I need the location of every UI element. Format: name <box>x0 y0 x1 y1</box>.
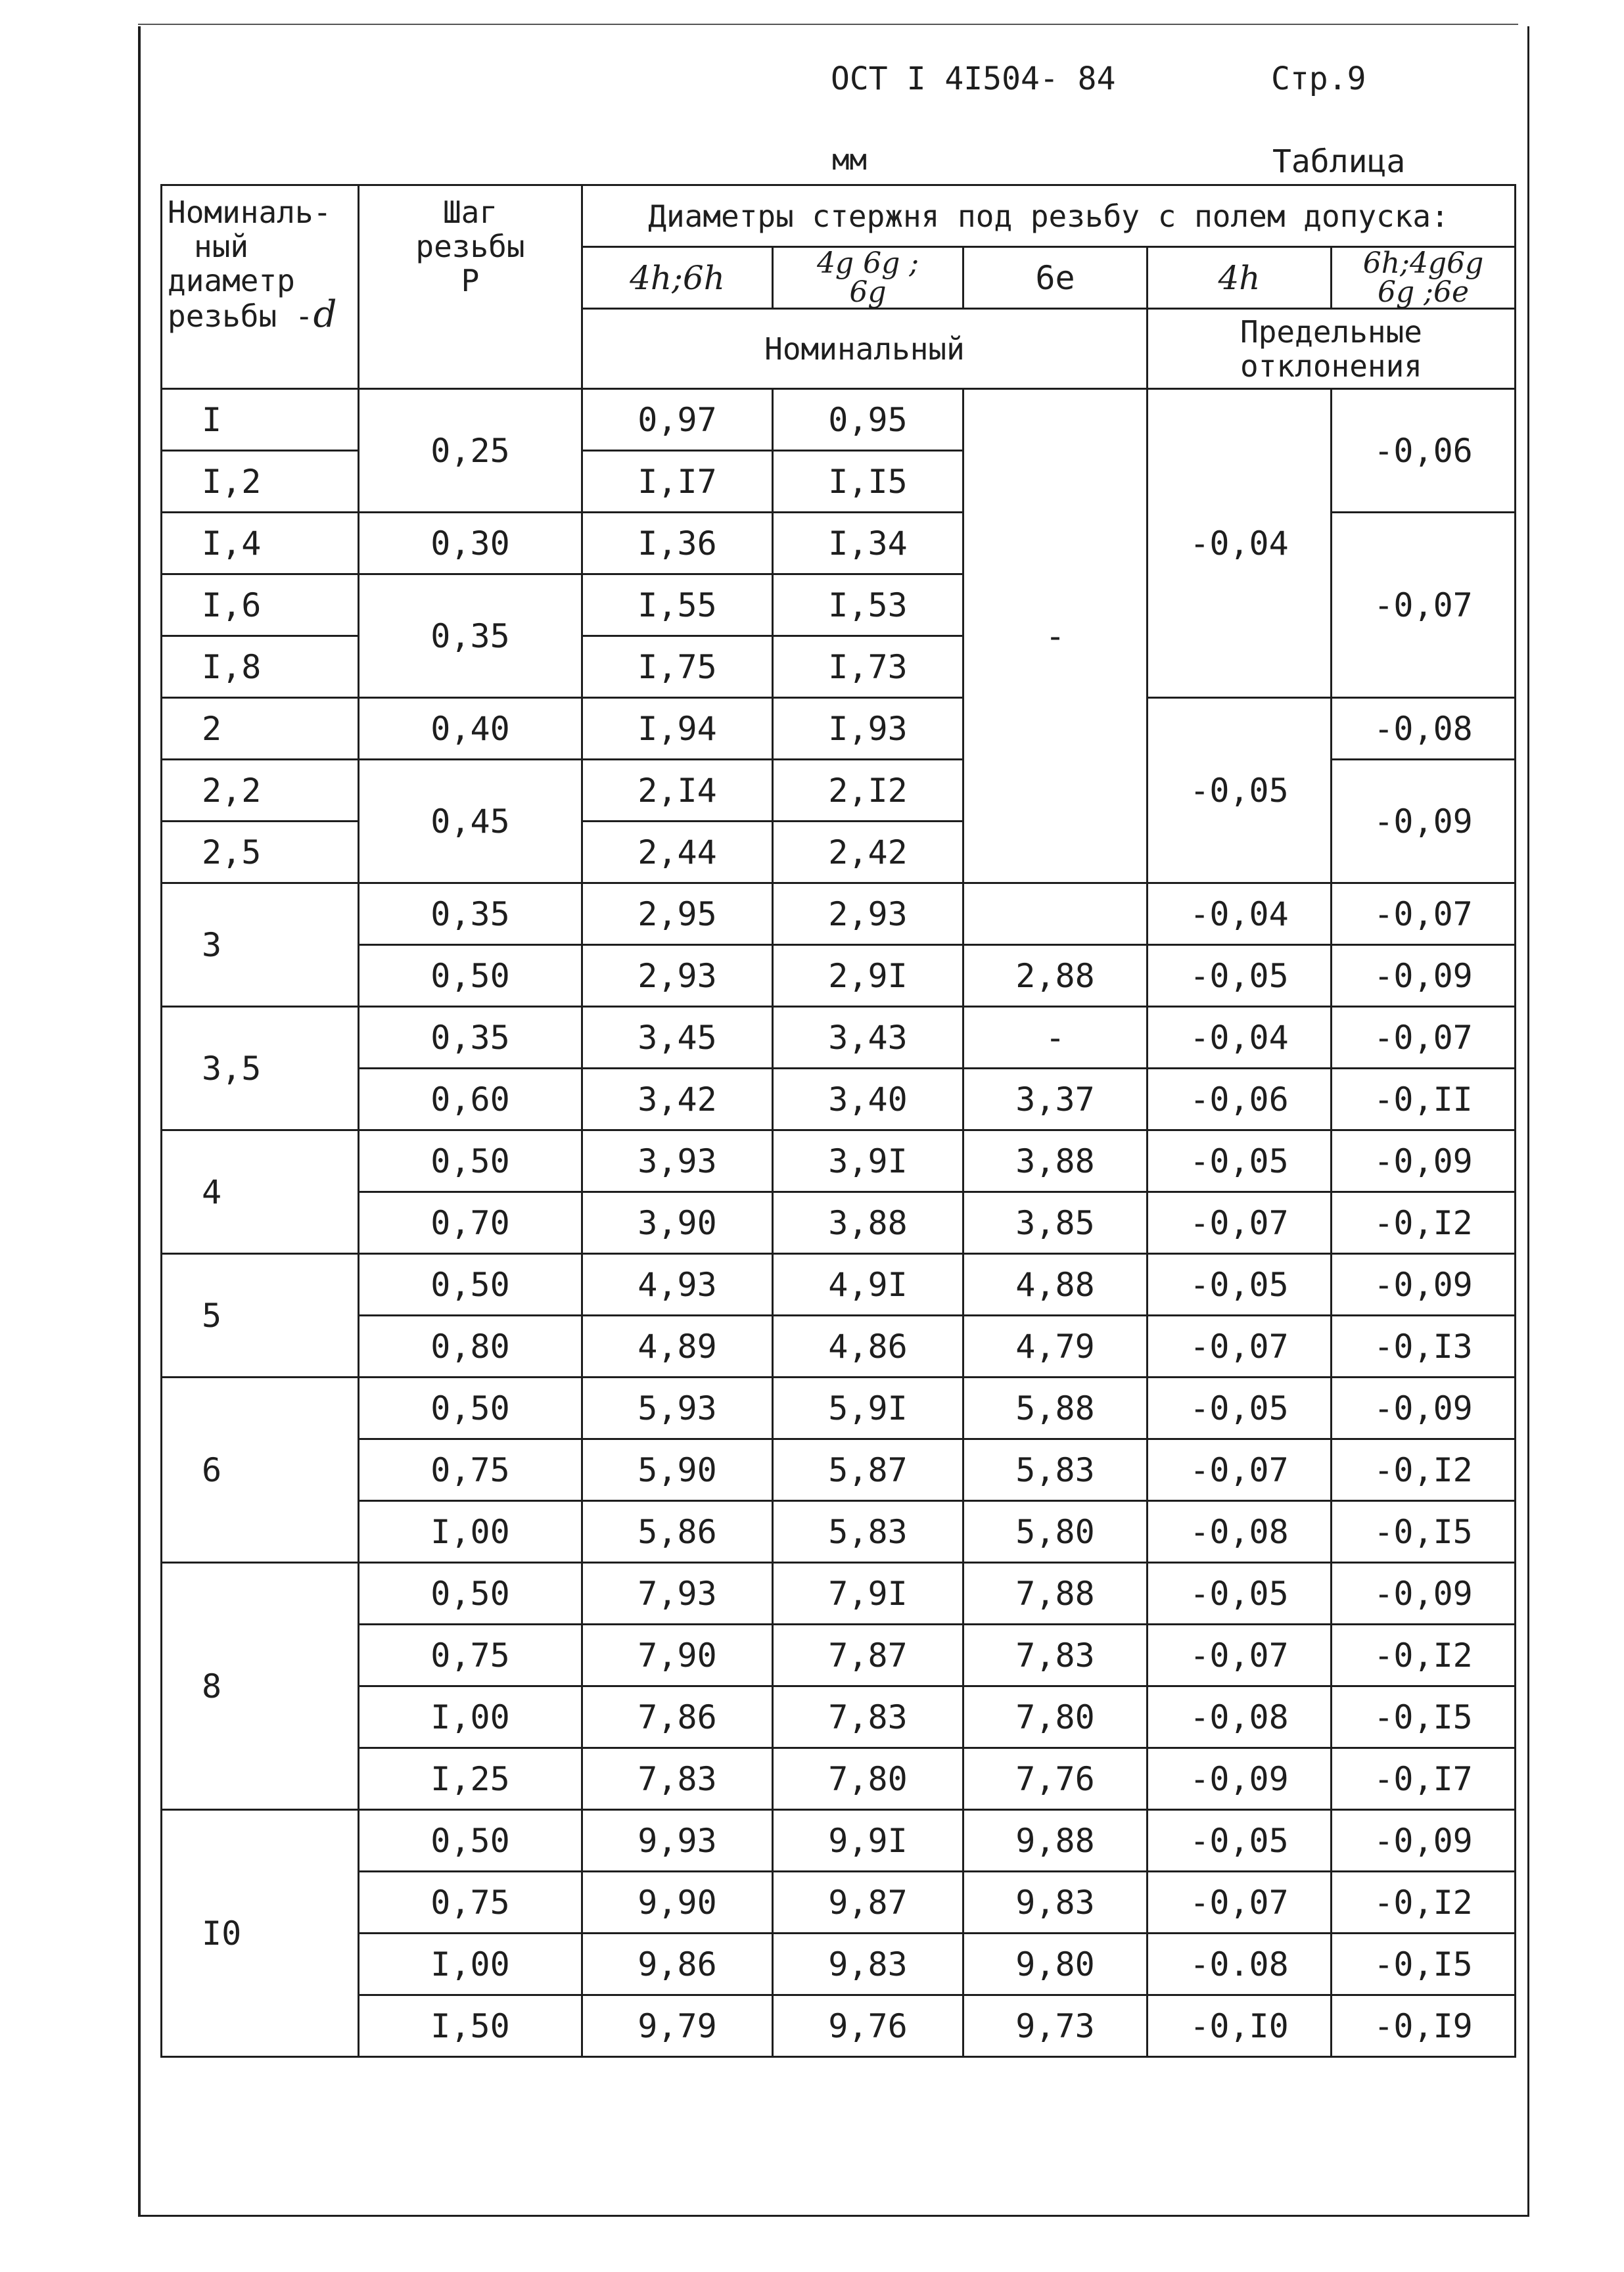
value-6e: 3,37 <box>963 1069 1148 1130</box>
deviation-group: -0,I9 <box>1332 1995 1516 2057</box>
deviation-group: -0,I2 <box>1332 1872 1516 1934</box>
table-row <box>162 1686 1516 1748</box>
deviation-4h: -0,05 <box>1148 1378 1332 1439</box>
table-row <box>162 1995 1516 2057</box>
table-row <box>162 1872 1516 1934</box>
page-number: Стр.9 <box>1271 60 1366 97</box>
diameter-cell: I <box>162 389 359 451</box>
value-4g6g: 2,9I <box>773 945 963 1007</box>
table-row <box>162 1069 1516 1130</box>
value-4h6h: 9,90 <box>582 1872 773 1934</box>
deviation-4h: -0,05 <box>1148 1130 1332 1192</box>
value-4h6h: I,75 <box>582 636 773 698</box>
value-4g6g: 4,86 <box>773 1316 963 1378</box>
diameter-cell: 2 <box>162 698 359 760</box>
value-4h6h: 7,93 <box>582 1563 773 1625</box>
pitch-cell: 0,40 <box>359 698 582 760</box>
value-4h6h: 9,86 <box>582 1934 773 1995</box>
deviation-4h: -0,07 <box>1148 1192 1332 1254</box>
deviation-group: -0,I5 <box>1332 1934 1516 1995</box>
table-row <box>162 1810 1516 1872</box>
deviation-4h: -0,07 <box>1148 1625 1332 1686</box>
deviation-4h: -0,07 <box>1148 1872 1332 1934</box>
value-6e: 4,88 <box>963 1254 1148 1316</box>
value-6e: 9,88 <box>963 1810 1148 1872</box>
tolerance-4g6g-line: 4g 6g ; <box>816 246 919 280</box>
pitch-header-line: резьбы <box>415 229 525 264</box>
table-row <box>162 883 1516 945</box>
value-4g6g: I,53 <box>773 574 963 636</box>
tolerance-4h6h: 4h;6h <box>582 247 773 309</box>
pitch-cell: 0,50 <box>359 945 582 1007</box>
deviation-4h: -0,04 <box>1148 389 1332 698</box>
value-4h6h: I,36 <box>582 513 773 574</box>
value-4g6g: I,34 <box>773 513 963 574</box>
value-4g6g: I,I5 <box>773 451 963 513</box>
value-4g6g: I,93 <box>773 698 963 760</box>
value-6e: 7,76 <box>963 1748 1148 1810</box>
value-4g6g: 3,40 <box>773 1069 963 1130</box>
nominal-header: Номинальный <box>582 309 1148 389</box>
diameter-cell: 4 <box>162 1130 359 1254</box>
value-4h6h: 5,90 <box>582 1439 773 1501</box>
deviation-group: -0,09 <box>1332 1810 1516 1872</box>
pitch-header-line: Шаг <box>442 195 498 230</box>
deviation-4h: -0,07 <box>1148 1439 1332 1501</box>
value-4h6h: I,94 <box>582 698 773 760</box>
value-4h6h: 7,90 <box>582 1625 773 1686</box>
rod-diameters-header: Диаметры стержня под резьбу с полем допуска: <box>582 185 1516 247</box>
pitch-header <box>359 185 582 389</box>
table-row <box>162 1439 1516 1501</box>
deviation-group: -0,09 <box>1332 760 1516 883</box>
value-4h6h: 7,83 <box>582 1748 773 1810</box>
diameter-symbol: d <box>313 293 337 336</box>
nominal-diameter-header-line: диаметр <box>168 263 295 298</box>
table-row <box>162 1501 1516 1563</box>
table-row <box>162 1316 1516 1378</box>
deviation-group: -0,09 <box>1332 945 1516 1007</box>
value-4g6g: 5,9I <box>773 1378 963 1439</box>
deviation-4h: -0,05 <box>1148 1254 1332 1316</box>
value-6e: 3,88 <box>963 1130 1148 1192</box>
limit-deviations-line: отклонения <box>1240 348 1422 384</box>
value-4h6h: 0,97 <box>582 389 773 451</box>
deviation-group: -0,06 <box>1332 389 1516 513</box>
deviation-group: -0,09 <box>1332 1254 1516 1316</box>
diameter-cell: I,8 <box>162 636 359 698</box>
tolerance-4g6g-line: 6g <box>849 275 887 309</box>
deviation-4h: -0,08 <box>1148 1686 1332 1748</box>
value-4h6h: 5,86 <box>582 1501 773 1563</box>
value-6e: 7,80 <box>963 1686 1148 1748</box>
tolerance-6e: 6e <box>963 247 1148 309</box>
deviation-group: -0,I3 <box>1332 1316 1516 1378</box>
value-4h6h: 9,79 <box>582 1995 773 2057</box>
deviation-group: -0,09 <box>1332 1130 1516 1192</box>
value-4g6g: 3,9I <box>773 1130 963 1192</box>
pitch-cell: 0,50 <box>359 1378 582 1439</box>
value-4h6h: 2,95 <box>582 883 773 945</box>
deviation-4h: -0,07 <box>1148 1316 1332 1378</box>
nominal-diameter-header-line: ный <box>194 229 249 264</box>
diameter-cell: 2,2 <box>162 760 359 822</box>
deviation-group: -0,I7 <box>1332 1748 1516 1810</box>
value-6e: 4,79 <box>963 1316 1148 1378</box>
pitch-cell: 0,50 <box>359 1254 582 1316</box>
table-row <box>162 698 1516 760</box>
top-rule <box>138 24 1518 25</box>
value-6e: 5,80 <box>963 1501 1148 1563</box>
deviation-4h: -0.08 <box>1148 1934 1332 1995</box>
deviation-group: -0,09 <box>1332 1563 1516 1625</box>
deviation-4h: -0,09 <box>1148 1748 1332 1810</box>
pitch-cell: 0,45 <box>359 760 582 883</box>
deviation-4h: -0,08 <box>1148 1501 1332 1563</box>
deviation-group: -0,I2 <box>1332 1625 1516 1686</box>
deviation-4h: -0,I0 <box>1148 1995 1332 2057</box>
pitch-cell: I,25 <box>359 1748 582 1810</box>
value-4g6g: 2,93 <box>773 883 963 945</box>
value-4g6g: I,73 <box>773 636 963 698</box>
pitch-cell: I,50 <box>359 1995 582 2057</box>
value-4h6h: 4,93 <box>582 1254 773 1316</box>
value-4g6g: 3,43 <box>773 1007 963 1069</box>
value-4h6h: 2,44 <box>582 822 773 883</box>
table-row <box>162 1748 1516 1810</box>
diameter-cell: I0 <box>162 1810 359 2057</box>
deviation-4h: -0,05 <box>1148 945 1332 1007</box>
table-row <box>162 1254 1516 1316</box>
deviation-group: -0,09 <box>1332 1378 1516 1439</box>
diameter-cell: 3 <box>162 883 359 1007</box>
nominal-diameter-header-line: Номиналь- <box>168 195 332 230</box>
table-row <box>162 1563 1516 1625</box>
pitch-header-line: P <box>461 263 480 298</box>
diameter-cell: 5 <box>162 1254 359 1378</box>
value-6e: 2,88 <box>963 945 1148 1007</box>
value-4g6g: 9,76 <box>773 1995 963 2057</box>
value-6e: 9,83 <box>963 1872 1148 1934</box>
value-4h6h: 3,42 <box>582 1069 773 1130</box>
diameter-cell: 8 <box>162 1563 359 1810</box>
pitch-cell: 0,60 <box>359 1069 582 1130</box>
pitch-cell: 0,75 <box>359 1872 582 1934</box>
pitch-cell: 0,75 <box>359 1439 582 1501</box>
deviation-group: -0,07 <box>1332 883 1516 945</box>
value-4g6g: 9,83 <box>773 1934 963 1995</box>
value-4h6h: 5,93 <box>582 1378 773 1439</box>
pitch-cell: 0,35 <box>359 883 582 945</box>
value-4h6h: 3,45 <box>582 1007 773 1069</box>
value-4h6h: I,I7 <box>582 451 773 513</box>
table-row <box>162 1130 1516 1192</box>
deviation-group: -0,07 <box>1332 513 1516 698</box>
deviation-4h: -0,05 <box>1148 1810 1332 1872</box>
pitch-cell: I,00 <box>359 1501 582 1563</box>
value-4g6g: 9,9I <box>773 1810 963 1872</box>
deviation-group: -0,07 <box>1332 1007 1516 1069</box>
pitch-cell: 0,80 <box>359 1316 582 1378</box>
tolerance-4g6g <box>773 247 963 309</box>
thread-diameter-table <box>160 184 1516 2058</box>
page-frame <box>138 26 1529 2217</box>
value-6e: - <box>963 1007 1148 1069</box>
unit-label: мм <box>832 143 867 177</box>
deviation-group: -0,08 <box>1332 698 1516 760</box>
value-4h6h: 9,93 <box>582 1810 773 1872</box>
pitch-cell: 0,50 <box>359 1810 582 1872</box>
value-4h6h: 2,93 <box>582 945 773 1007</box>
value-4h6h: I,55 <box>582 574 773 636</box>
pitch-cell: 0,50 <box>359 1563 582 1625</box>
diameter-cell: 3,5 <box>162 1007 359 1130</box>
pitch-cell: I,00 <box>359 1934 582 1995</box>
value-4g6g: 7,87 <box>773 1625 963 1686</box>
value-4g6g: 0,95 <box>773 389 963 451</box>
pitch-cell: 0,70 <box>359 1192 582 1254</box>
deviation-4h: -0,05 <box>1148 698 1332 883</box>
value-4h6h: 7,86 <box>582 1686 773 1748</box>
value-6e: 5,83 <box>963 1439 1148 1501</box>
diameter-cell: I,6 <box>162 574 359 636</box>
value-4g6g: 2,I2 <box>773 760 963 822</box>
table-row <box>162 1007 1516 1069</box>
value-4h6h: 3,90 <box>582 1192 773 1254</box>
limit-deviations-line: Предельные <box>1240 313 1422 350</box>
value-6e: 9,80 <box>963 1934 1148 1995</box>
deviation-group: -0,II <box>1332 1069 1516 1130</box>
value-4g6g: 7,83 <box>773 1686 963 1748</box>
tolerance-group <box>1332 247 1516 309</box>
pitch-cell: 0,50 <box>359 1130 582 1192</box>
tolerance-group-line: 6g ;6e <box>1378 275 1470 309</box>
table-row <box>162 1378 1516 1439</box>
table-label: Таблица <box>1272 143 1406 180</box>
diameter-cell: I,2 <box>162 451 359 513</box>
nominal-diameter-header-line <box>168 293 352 336</box>
value-4g6g: 2,42 <box>773 822 963 883</box>
table-row <box>162 1192 1516 1254</box>
table-row <box>162 1625 1516 1686</box>
value-4h6h: 3,93 <box>582 1130 773 1192</box>
value-6e: 9,73 <box>963 1995 1148 2057</box>
pitch-cell: 0,35 <box>359 574 582 698</box>
table-row <box>162 389 1516 451</box>
table-row <box>162 945 1516 1007</box>
value-4g6g: 5,87 <box>773 1439 963 1501</box>
value-4h6h: 4,89 <box>582 1316 773 1378</box>
value-6e <box>963 883 1148 945</box>
pitch-cell: 0,25 <box>359 389 582 513</box>
tolerance-group-line: 6h;4g6g <box>1362 246 1484 280</box>
value-4g6g: 5,83 <box>773 1501 963 1563</box>
value-6e: - <box>963 389 1148 883</box>
value-4g6g: 4,9I <box>773 1254 963 1316</box>
pitch-cell: 0,75 <box>359 1625 582 1686</box>
diameter-cell: 2,5 <box>162 822 359 883</box>
value-6e: 5,88 <box>963 1378 1148 1439</box>
diameter-cell: 6 <box>162 1378 359 1563</box>
pitch-cell: I,00 <box>359 1686 582 1748</box>
value-4g6g: 9,87 <box>773 1872 963 1934</box>
document-code: ОСТ I 4I504- 84 <box>831 60 1116 97</box>
value-6e: 7,88 <box>963 1563 1148 1625</box>
nominal-diameter-header-text: резьбы - <box>168 298 313 334</box>
deviation-group: -0,I5 <box>1332 1501 1516 1563</box>
deviation-group: -0,I2 <box>1332 1439 1516 1501</box>
tolerance-4h: 4h <box>1148 247 1332 309</box>
pitch-cell: 0,30 <box>359 513 582 574</box>
header-row-1 <box>162 185 1516 247</box>
deviation-4h: -0,06 <box>1148 1069 1332 1130</box>
value-4h6h: 2,I4 <box>582 760 773 822</box>
value-6e: 7,83 <box>963 1625 1148 1686</box>
nominal-diameter-header <box>162 185 359 389</box>
diameter-cell: I,4 <box>162 513 359 574</box>
value-6e: 3,85 <box>963 1192 1148 1254</box>
value-4g6g: 7,80 <box>773 1748 963 1810</box>
deviation-4h: -0,05 <box>1148 1563 1332 1625</box>
value-4g6g: 3,88 <box>773 1192 963 1254</box>
deviation-4h: -0,04 <box>1148 883 1332 945</box>
deviation-group: -0,I5 <box>1332 1686 1516 1748</box>
deviation-group: -0,I2 <box>1332 1192 1516 1254</box>
value-4g6g: 7,9I <box>773 1563 963 1625</box>
table-row <box>162 1934 1516 1995</box>
pitch-cell: 0,35 <box>359 1007 582 1069</box>
limit-deviations-header <box>1148 309 1516 389</box>
deviation-4h: -0,04 <box>1148 1007 1332 1069</box>
